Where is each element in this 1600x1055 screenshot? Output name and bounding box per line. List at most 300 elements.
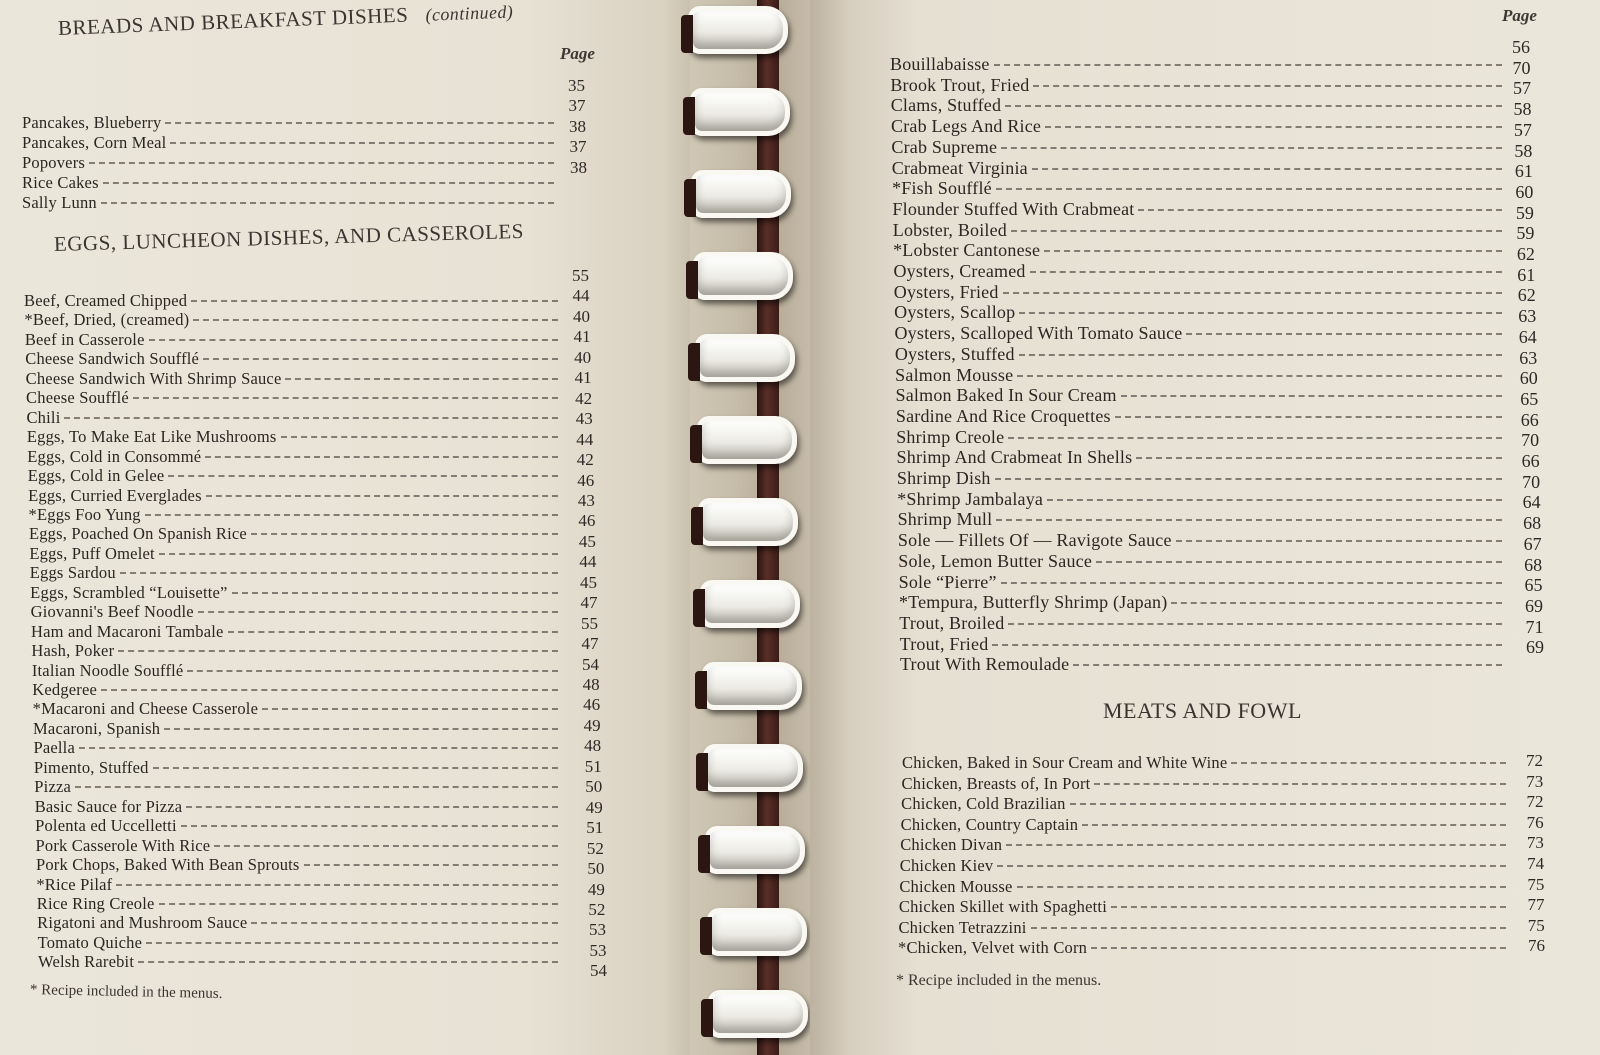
leader-dots [1091, 947, 1506, 949]
index-entry [37, 894, 562, 914]
index-entry [38, 933, 562, 953]
page-number: 71 [1525, 616, 1544, 637]
index-entry [899, 613, 1506, 634]
leader-dots [103, 182, 554, 184]
entry-name: Flounder Stuffed With Crabmeat [892, 198, 1135, 219]
entry-name: Kedgeree [32, 680, 98, 699]
index-entry [25, 330, 562, 350]
leader-dots [1136, 457, 1502, 459]
page-number: 44 [576, 429, 594, 449]
leader-dots [214, 845, 558, 847]
page-number: 49 [583, 715, 601, 735]
entry-name: *Beef, Dried, (creamed) [24, 310, 190, 330]
entry-name: Chicken Divan [900, 835, 1003, 855]
page-number: 54 [590, 961, 607, 981]
page-number: 44 [572, 286, 590, 306]
index-entry [891, 116, 1506, 137]
entry-name: Shrimp Mull [897, 509, 993, 530]
index-entry [27, 447, 562, 467]
right-footnote: * Recipe included in the menus. [896, 972, 1102, 989]
leader-dots [1011, 230, 1502, 232]
page-number: 74 [1527, 854, 1545, 873]
entry-name: *Lobster Cantonese [893, 240, 1041, 261]
leader-dots [168, 475, 558, 477]
index-entry [891, 137, 1506, 158]
leader-dots [994, 64, 1502, 66]
entry-name: Giovanni's Beef Noodle [30, 602, 194, 622]
entry-name: Chicken, Breasts of, In Port [901, 773, 1091, 793]
index-entry [27, 427, 562, 447]
page-number: 42 [576, 450, 594, 470]
index-entry [901, 794, 1510, 814]
entry-name: Chili [26, 407, 61, 427]
binding-coil [691, 170, 791, 218]
page-number: 52 [588, 899, 606, 919]
entry-name: Pork Chops, Baked With Bean Sprouts [35, 855, 300, 875]
leader-dots [64, 417, 558, 419]
page-number: 44 [579, 552, 597, 572]
index-entry [895, 365, 1506, 386]
index-entry [897, 447, 1506, 468]
entry-name: *Fish Soufflé [892, 178, 992, 199]
index-entry [893, 261, 1506, 282]
entry-name: Chicken, Baked in Sour Cream and White Wine [902, 753, 1228, 772]
leader-dots [1033, 85, 1502, 87]
entry-name: Pancakes, Blueberry [22, 113, 162, 132]
binding-coil [707, 908, 807, 956]
index-entry [29, 505, 562, 525]
index-entry [35, 797, 562, 817]
page-number: 77 [1527, 895, 1545, 915]
entry-name: Shrimp Creole [896, 426, 1005, 447]
index-entry [22, 193, 558, 213]
page-number: 66 [1521, 451, 1540, 471]
leader-dots [1045, 126, 1502, 128]
meats-section-title: MEATS AND FOWL [1103, 698, 1302, 723]
page-number: 62 [1516, 244, 1535, 264]
page-number: 63 [1519, 347, 1538, 368]
leader-dots [232, 592, 558, 594]
page-number: 57 [1512, 78, 1531, 99]
index-entry [895, 344, 1506, 365]
page-number: 47 [581, 634, 599, 654]
entry-name: Shrimp And Crabmeat In Shells [896, 447, 1133, 468]
leader-dots [146, 942, 558, 944]
page-number: 76 [1528, 936, 1545, 956]
breads-title-text: BREADS AND BREAKFAST DISHES [57, 2, 409, 40]
entry-name: Shrimp Dish [896, 468, 991, 488]
leader-dots [165, 122, 554, 124]
index-entry [900, 654, 1506, 675]
index-entry [33, 719, 562, 739]
entry-name: Ham and Macaroni Tambale [31, 621, 224, 641]
page-number: 45 [579, 572, 597, 592]
page-number: 51 [584, 756, 602, 776]
page-number: 62 [1517, 285, 1536, 306]
leader-dots [153, 767, 558, 769]
index-entry [36, 875, 562, 895]
leader-dots [1111, 906, 1506, 908]
binding-coil [688, 6, 788, 54]
index-entry [33, 738, 562, 758]
leader-dots [996, 188, 1502, 190]
index-entry [36, 836, 562, 856]
page-number: 68 [1524, 554, 1543, 575]
index-entry [26, 388, 562, 408]
left-page-label: Page [560, 44, 595, 63]
entry-name: Polenta ed Uccelletti [35, 816, 177, 836]
leader-dots [198, 611, 558, 613]
page-number: 70 [1521, 430, 1540, 451]
entry-name: Oysters, Scallop [894, 302, 1016, 323]
page-number: 41 [574, 368, 592, 388]
page-number: 64 [1522, 492, 1541, 513]
binding-coil [693, 252, 793, 300]
leader-dots [1008, 437, 1502, 439]
index-entry [894, 323, 1506, 344]
page-number: 37 [569, 137, 587, 157]
entry-name: Crabmeat Virginia [891, 157, 1028, 178]
leader-dots [1096, 561, 1502, 563]
leader-dots [205, 456, 558, 458]
leader-dots [251, 922, 558, 924]
page-number: 75 [1527, 874, 1545, 894]
leader-dots [281, 436, 558, 438]
entry-name: Eggs, Curried Everglades [28, 485, 202, 505]
leader-dots [1138, 209, 1502, 211]
leader-dots [118, 650, 558, 652]
entry-name: Sole — Fillets Of — Ravigote Sauce [897, 530, 1172, 551]
leader-dots [992, 644, 1502, 646]
leader-dots [1176, 540, 1502, 542]
entry-name: Pimento, Stuffed [33, 757, 149, 777]
index-entry [890, 75, 1506, 96]
page-number: 57 [1513, 119, 1532, 140]
index-entry [902, 774, 1510, 794]
index-entry [896, 406, 1506, 427]
index-entry [891, 95, 1506, 116]
page-number: 51 [586, 818, 604, 838]
binding-coil [690, 88, 790, 136]
entry-name: Hash, Poker [31, 641, 115, 661]
index-entry [899, 572, 1506, 593]
index-entry [33, 699, 562, 719]
page-number: 72 [1526, 751, 1543, 770]
leader-dots [1186, 333, 1502, 335]
index-entry [902, 753, 1510, 773]
leader-dots [206, 495, 558, 497]
entry-name: Trout, Fried [899, 633, 989, 654]
eggs-section-title: EGGS, LUNCHEON DISHES, AND CASSEROLES [53, 218, 525, 256]
leader-dots [1044, 250, 1502, 252]
page-number: 47 [580, 593, 598, 613]
entry-name: *Rice Pilaf [36, 874, 113, 894]
index-entry [894, 302, 1506, 323]
leader-dots [997, 865, 1506, 867]
entry-name: Eggs, To Make Eat Like Mushrooms [26, 427, 277, 447]
leader-dots [133, 397, 558, 399]
index-entry [26, 369, 562, 389]
page-number: 43 [575, 409, 593, 429]
index-entry [28, 466, 562, 486]
index-entry [38, 952, 562, 972]
leader-dots [164, 728, 558, 730]
entry-name: Beef, Creamed Chipped [24, 291, 188, 310]
index-entry [22, 173, 558, 193]
leader-dots [191, 300, 558, 302]
entry-name: Cheese Sandwich Soufflé [25, 349, 200, 369]
entry-name: Chicken Skillet with Spaghetti [898, 897, 1107, 917]
leader-dots [89, 162, 554, 164]
page-number: 58 [1514, 140, 1533, 161]
leader-dots [1094, 783, 1506, 785]
entry-name: *Eggs Foo Yung [28, 504, 141, 524]
entry-name: Sole “Pierre” [898, 571, 997, 592]
entry-name: Italian Noodle Soufflé [31, 660, 184, 680]
entry-name: Bouillabaisse [890, 54, 990, 74]
index-entry [22, 113, 558, 133]
index-entry [36, 855, 562, 875]
entry-name: *Chicken, Velvet with Corn [898, 938, 1088, 958]
page-number: 69 [1526, 637, 1544, 658]
leader-dots [1019, 354, 1502, 356]
index-entry [22, 133, 558, 153]
page-number: 53 [588, 920, 606, 940]
entry-name: Paella [33, 738, 75, 758]
entry-name: Pancakes, Corn Meal [22, 133, 167, 152]
index-entry [28, 486, 562, 506]
entry-name: Eggs Sardou [29, 563, 116, 583]
leader-dots [181, 825, 558, 827]
entry-name: Cheese Soufflé [26, 388, 129, 408]
entry-name: Macaroni, Spanish [33, 718, 161, 738]
index-entry [890, 54, 1506, 75]
entry-name: Chicken, Country Captain [900, 814, 1079, 834]
index-entry [892, 178, 1506, 199]
leader-dots [1017, 375, 1502, 377]
leader-dots [228, 631, 558, 633]
entry-name: Pizza [34, 777, 72, 797]
page-number: 46 [577, 470, 595, 490]
index-entry [22, 153, 558, 173]
entry-name: Crab Legs And Rice [891, 116, 1042, 137]
page-number: 54 [582, 654, 600, 674]
page-number: 66 [1520, 409, 1539, 430]
index-entry [898, 509, 1506, 530]
index-entry [901, 815, 1510, 835]
entry-name: Popovers [22, 153, 86, 172]
page-number: 76 [1526, 812, 1544, 832]
binding-coil [702, 662, 802, 710]
leader-dots [304, 864, 558, 866]
entry-name: Rice Ring Creole [36, 893, 155, 913]
page-number: 61 [1514, 161, 1533, 182]
leader-dots [1073, 664, 1502, 666]
binding-coil [695, 334, 795, 382]
left-footnote: * Recipe included in the menus. [29, 982, 223, 1003]
page-number: 67 [1523, 533, 1542, 554]
page-number: 40 [574, 347, 592, 367]
entry-name: Tomato Quiche [37, 932, 143, 952]
leader-dots [120, 572, 558, 574]
leader-dots [170, 142, 554, 144]
binding-coil [703, 744, 803, 792]
index-entry [34, 758, 562, 778]
leader-dots [75, 786, 558, 788]
leader-dots [1030, 271, 1502, 273]
leader-dots [79, 747, 558, 749]
page-number: 46 [578, 511, 596, 531]
page-number: 55 [581, 613, 598, 633]
entry-name: Cheese Sandwich With Shrimp Sauce [25, 368, 282, 388]
index-entry [892, 158, 1506, 179]
page-number: 43 [577, 490, 595, 510]
leader-dots [149, 339, 558, 341]
index-entry [899, 897, 1510, 917]
leader-dots [1003, 292, 1502, 294]
page-number: 50 [585, 777, 603, 797]
leader-dots [1070, 803, 1506, 805]
breads-section-title [58, 0, 514, 41]
entry-name: Brook Trout, Fried [890, 74, 1030, 95]
index-entry [894, 282, 1506, 303]
entry-name: Lobster, Boiled [892, 219, 1008, 240]
entry-name: Oysters, Scalloped With Tomato Sauce [894, 323, 1183, 344]
leader-dots [1008, 623, 1502, 625]
binding-coil [700, 580, 800, 628]
page-number: 63 [1518, 306, 1537, 327]
index-entry [898, 530, 1506, 551]
index-entry [31, 641, 562, 661]
page-number: 48 [584, 736, 602, 756]
page-number: 60 [1515, 181, 1534, 202]
entry-name: Chicken Mousse [899, 876, 1013, 896]
page-number: 49 [585, 797, 603, 817]
binding-coil [698, 498, 798, 546]
entry-name: Oysters, Stuffed [894, 343, 1015, 364]
leader-dots [101, 202, 554, 204]
entry-name: Eggs, Cold in Gelee [27, 466, 165, 486]
page-number: 49 [587, 879, 605, 899]
index-entry [893, 220, 1506, 241]
index-entry [899, 877, 1510, 897]
entry-name: Oysters, Creamed [893, 261, 1026, 281]
entry-name: Sardine And Rice Croquettes [895, 405, 1111, 426]
index-entry [900, 634, 1506, 655]
entry-name: Chicken Tetrazzini [898, 917, 1027, 937]
leader-dots [1031, 927, 1506, 929]
entry-name: *Macaroni and Cheese Casserole [32, 699, 259, 719]
page-number: 72 [1526, 792, 1544, 812]
page-number: 59 [1516, 223, 1535, 244]
index-entry [26, 408, 562, 428]
leader-dots [203, 358, 558, 360]
page-number: 35 [568, 76, 585, 95]
index-entry [32, 661, 562, 681]
page-number: 70 [1512, 57, 1531, 78]
entry-name: Eggs, Poached On Spanish Rice [28, 524, 247, 544]
index-entry [24, 291, 562, 311]
index-entry [900, 835, 1510, 855]
right-page [810, 0, 1600, 1055]
leader-dots [186, 806, 558, 808]
left-page [0, 0, 700, 1055]
binding-coil [697, 416, 797, 464]
page-number: 75 [1527, 915, 1545, 935]
entry-name: Trout, Broiled [899, 612, 1005, 633]
index-entry [896, 385, 1506, 406]
index-entry [25, 349, 562, 369]
leader-dots [193, 319, 558, 321]
index-entry [898, 551, 1506, 572]
entry-name: Eggs, Scrambled “Louisette” [30, 582, 228, 602]
entry-name: Salmon Mousse [895, 364, 1014, 385]
page-number: 65 [1520, 388, 1539, 409]
entry-name: Chicken Kiev [899, 856, 994, 875]
page-number: 38 [570, 157, 587, 177]
leader-dots [1006, 844, 1506, 846]
index-entry [896, 427, 1506, 448]
leader-dots [1171, 602, 1502, 604]
leader-dots [1082, 824, 1506, 826]
page-number: 45 [578, 531, 596, 551]
leader-dots [159, 903, 558, 905]
entry-name: Salmon Baked In Sour Cream [895, 385, 1117, 406]
leader-dots [262, 708, 558, 710]
leader-dots [1047, 499, 1502, 501]
page-number: 37 [568, 96, 586, 116]
page-number: 69 [1525, 595, 1544, 616]
page-number: 73 [1526, 771, 1544, 791]
index-entry [30, 563, 562, 583]
index-entry [892, 199, 1506, 220]
entry-name: Oysters, Fried [893, 281, 999, 302]
index-entry [31, 602, 562, 622]
page-number: 38 [569, 116, 586, 136]
leader-dots [995, 478, 1502, 480]
index-entry [898, 938, 1510, 958]
binding-coil [705, 826, 805, 874]
index-entry [899, 592, 1506, 613]
entry-name: Pork Casserole With Rice [35, 835, 211, 855]
page-number: 40 [573, 306, 591, 326]
leader-dots [159, 553, 558, 555]
leader-dots [101, 689, 558, 691]
entry-name: Eggs, Puff Omelet [29, 543, 155, 563]
entry-name: Beef in Casserole [24, 329, 145, 349]
entry-name: *Shrimp Jambalaya [897, 488, 1044, 509]
leader-dots [145, 514, 558, 516]
index-entry [900, 856, 1510, 876]
page-number: 73 [1526, 833, 1544, 853]
index-entry [897, 489, 1506, 510]
page-number: 53 [589, 940, 607, 960]
index-entry [29, 544, 562, 564]
page-number: 70 [1522, 471, 1541, 492]
entry-name: Clams, Stuffed [890, 95, 1002, 116]
right-page-label: Page [1502, 6, 1537, 25]
index-entry [31, 622, 562, 642]
leader-dots [1001, 147, 1502, 149]
entry-name: Rice Cakes [22, 173, 99, 192]
entry-name: Sole, Lemon Butter Sauce [898, 550, 1093, 571]
leader-dots [1121, 395, 1502, 397]
page-number: 55 [572, 266, 589, 285]
leader-dots [285, 378, 558, 380]
leader-dots [1005, 105, 1502, 107]
entry-name: *Tempura, Butterfly Shrimp (Japan) [898, 592, 1168, 613]
page-number: 50 [587, 859, 605, 879]
